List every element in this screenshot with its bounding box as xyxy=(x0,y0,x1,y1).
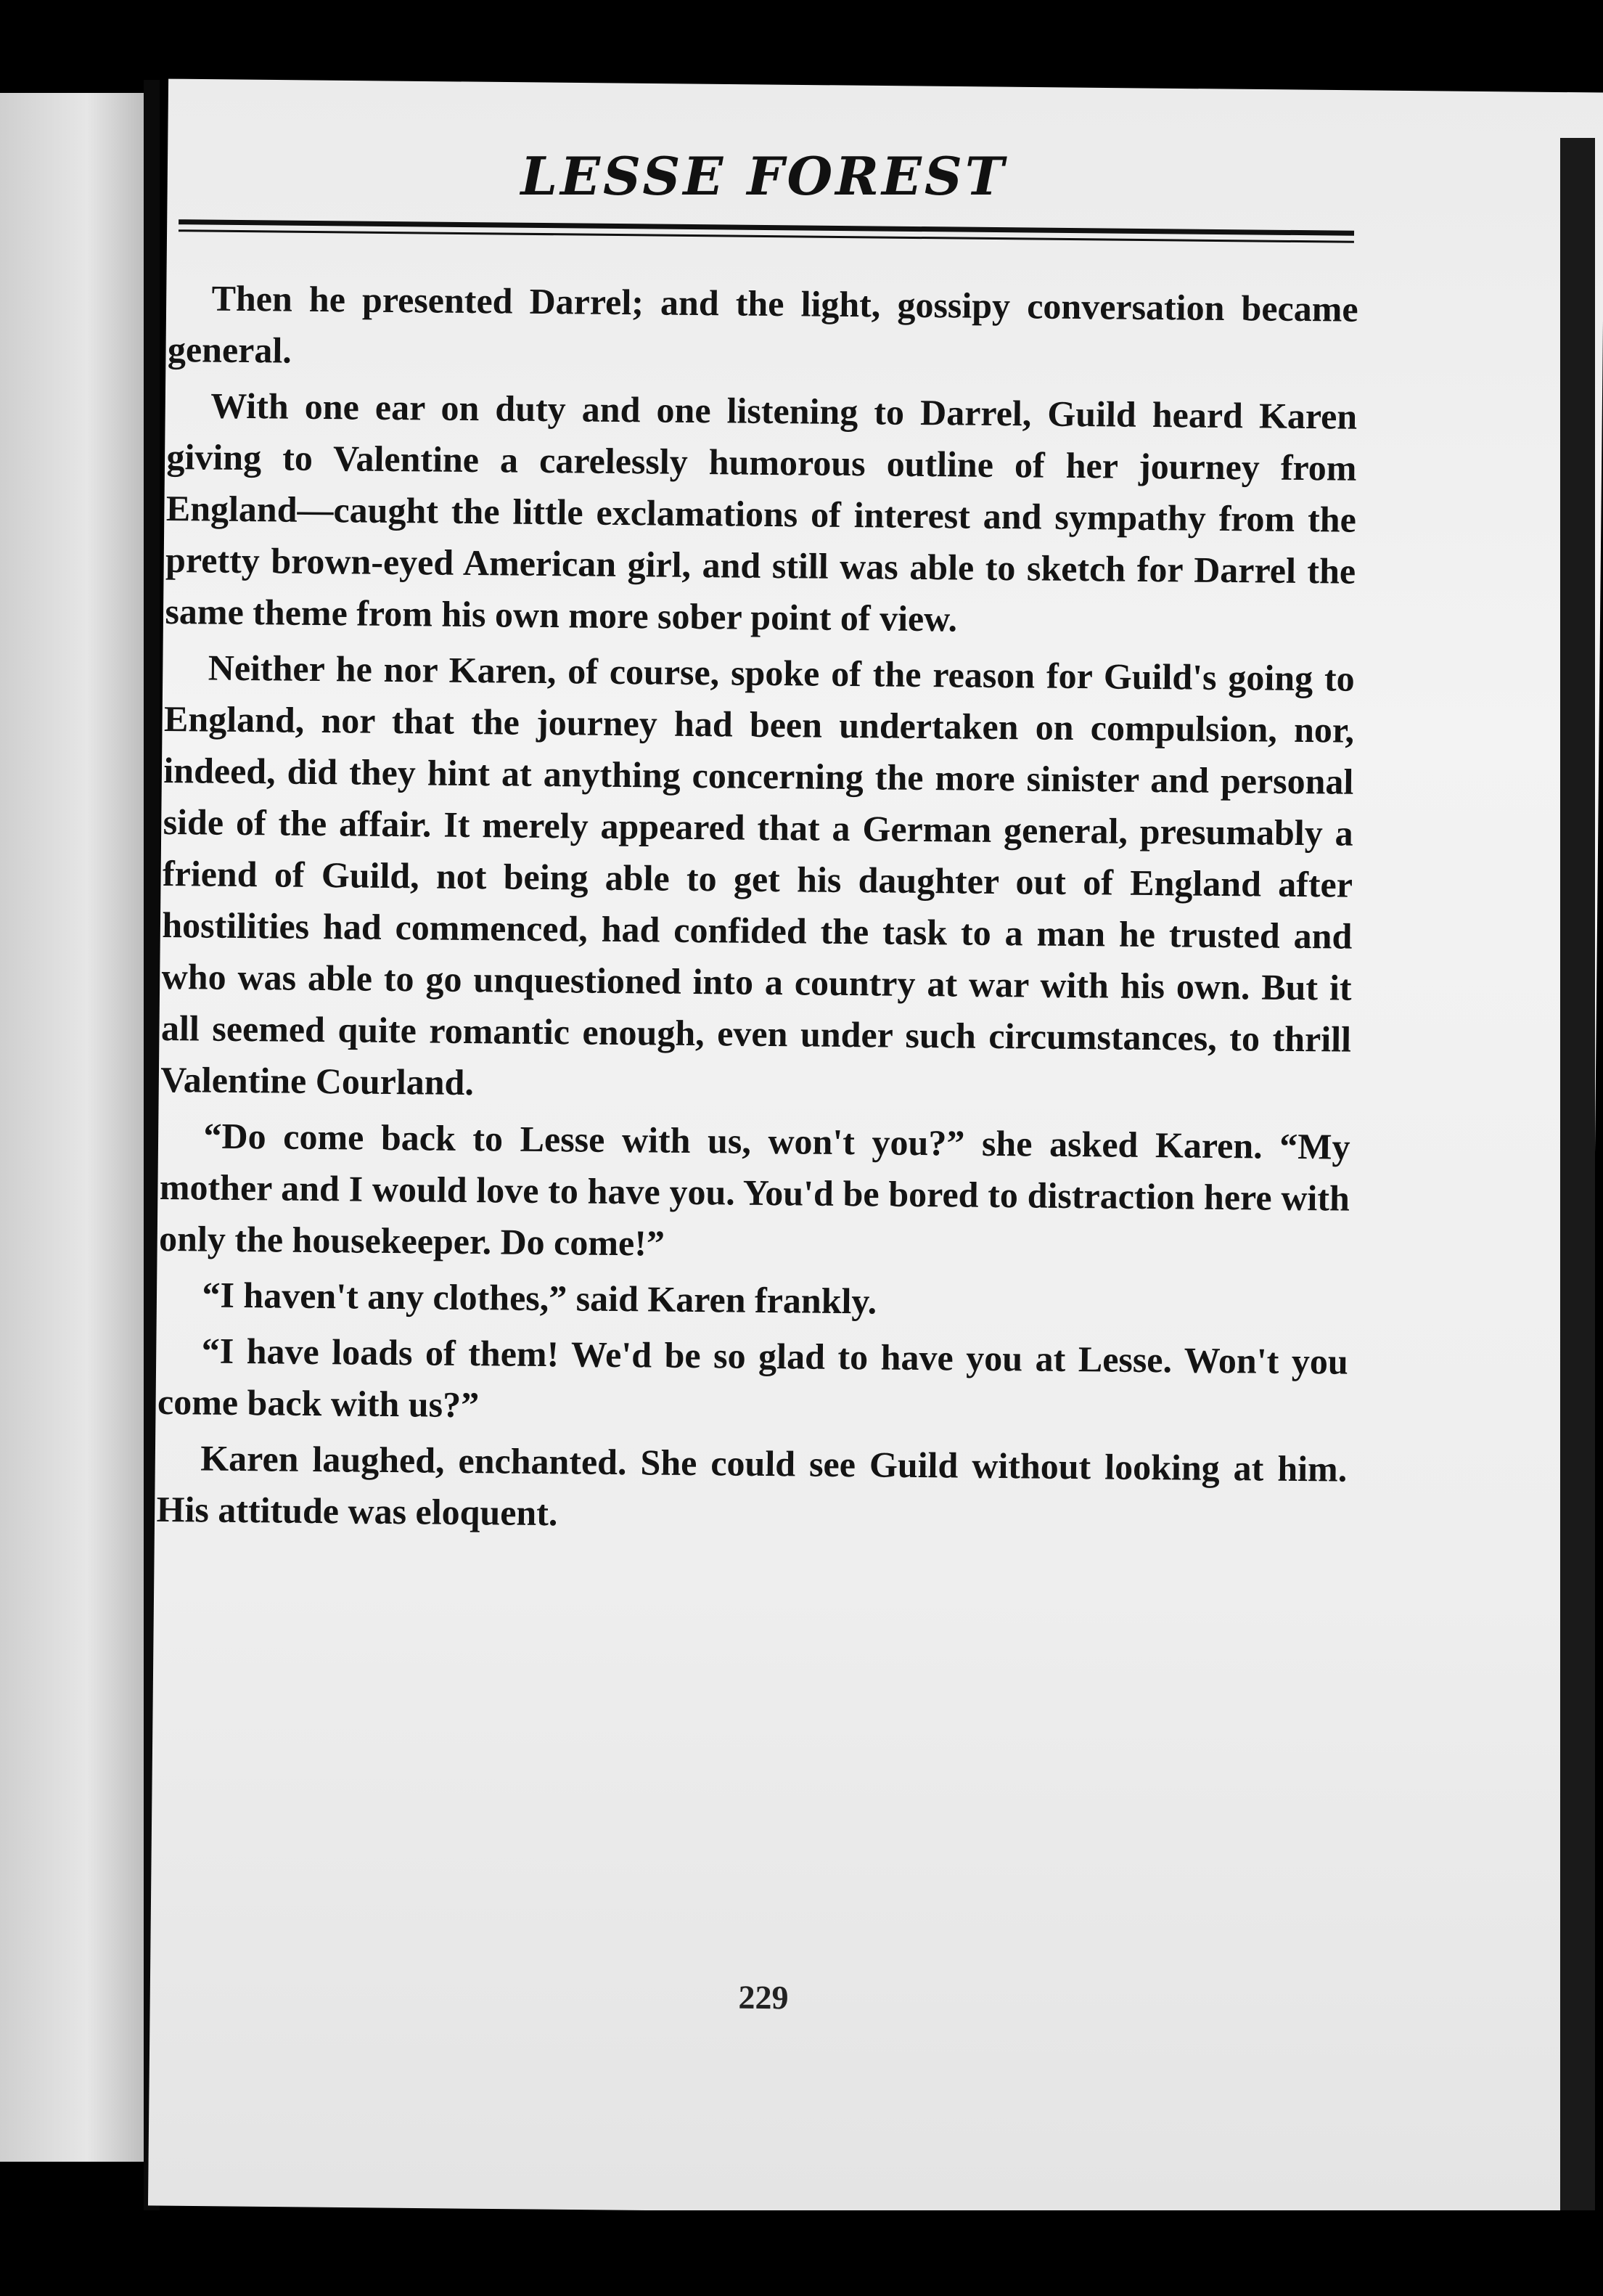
facing-page-edge xyxy=(0,93,145,2162)
paragraph: “I have loads of them! We'd be so glad to have you at Lesse. Won't you come back with us?” xyxy=(157,1330,1348,1426)
bottom-scan-shadow xyxy=(109,2210,1603,2296)
paragraph: Neither he nor Karen, of course, spoke of the reason for Guild's going to England, nor that the journey had been undertaken on compulsion, nor, indeed, did they hint at anything concerning the more sinister and personal side of the affair. It merely appeared that a German general, presumably a friend of Guild, not being able to get his daughter out of England after hostilities had commenced, had confided the task to a man he trusted and who was able to go unquestioned into a country at war with his own. But it all seemed quite romantic enough, even under such circumstances, to thrill Valentine Courland. xyxy=(160,647,1355,1103)
paragraph: “Do come back to Lesse with us, won't you?” she asked Karen. “My mother and I would love to have you. You'd be bored to distraction here with only the housekeeper. Do come!” xyxy=(158,1115,1350,1264)
page-right-edge-shadow xyxy=(1560,138,1595,2214)
running-header: LESSE FOREST xyxy=(520,145,1007,207)
paragraph: Karen laughed, enchanted. She could see Guild without looking at him. His attitude was eloquent. xyxy=(156,1437,1348,1534)
paragraph: “I haven't any clothes,” said Karen frankly. xyxy=(202,1274,877,1322)
page-body-text xyxy=(156,272,1358,1547)
page-number: 229 xyxy=(738,1978,789,2017)
paragraph: Then he presented Darrel; and the light, gossipy conversation became general. xyxy=(167,277,1358,371)
paragraph: With one ear on duty and one listening to Darrel, Guild heard Karen giving to Valentine a carelessly humorous outline of her journey from England—caught the little exclamations of interest and sympathy from the pretty brown-eyed American girl, and still was able to sketch for Darrel the same theme from his own more sober point of view. xyxy=(165,385,1358,640)
